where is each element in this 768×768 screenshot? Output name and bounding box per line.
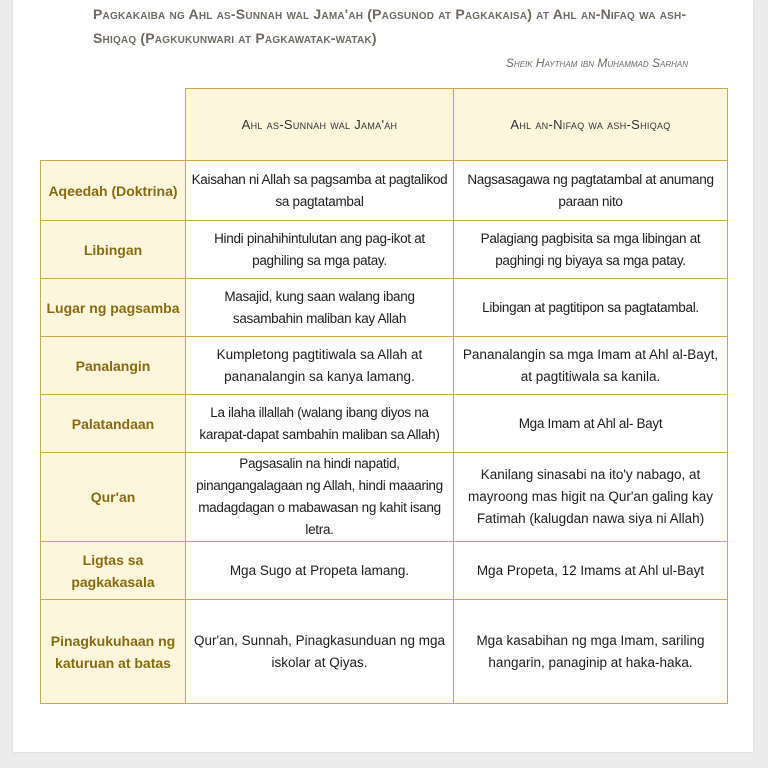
table-row bbox=[41, 600, 728, 704]
table-header-row bbox=[41, 89, 728, 161]
table-corner-cell bbox=[41, 89, 186, 161]
table-row bbox=[41, 542, 728, 600]
cell-sunnah: Pagsasalin na hindi napatid, pinangangalagaan ng Allah, hindi maaaring madagdagan o mabawasan ng kahit isang letra. bbox=[186, 453, 454, 542]
cell-sunnah: La ilaha illallah (walang ibang diyos na karapat-dapat sambahin maliban sa Allah) bbox=[186, 395, 454, 453]
table-row bbox=[41, 279, 728, 337]
table-row bbox=[41, 395, 728, 453]
cell-sunnah: Masajid, kung saan walang ibang sasambahin maliban kay Allah bbox=[186, 279, 454, 337]
column-header-nifaq: Ahl an-Nifaq wa ash-Shiqaq bbox=[454, 89, 728, 161]
cell-nifaq: Mga Propeta, 12 Imams at Ahl ul-Bayt bbox=[454, 542, 728, 600]
document-title: Pagkakaiba ng Ahl as-Sunnah wal Jama'ah (Pagsunod at Pagkakaisa) at Ahl an-Nifaq wa ash-Shiqaq (Pagkukunwari at Pagkawatak-watak) bbox=[93, 6, 687, 46]
cell-nifaq: Kanilang sinasabi na ito'y nabago, at mayroong mas higit na Qur'an galing kay Fatimah (kalugdan nawa siya ni Allah) bbox=[454, 453, 728, 542]
cell-sunnah: Hindi pinahihintulutan ang pag-ikot at paghiling sa mga patay. bbox=[186, 221, 454, 279]
comparison-table bbox=[40, 88, 728, 704]
table-row bbox=[41, 221, 728, 279]
cell-sunnah: Kumpletong pagtitiwala sa Allah at pananalangin sa kanya lamang. bbox=[186, 337, 454, 395]
cell-sunnah: Kaisahan ni Allah sa pagsamba at pagtalikod sa pagtatambal bbox=[186, 161, 454, 221]
author-name: Sheik Haytham ibn Muhammad Sarhan bbox=[505, 56, 688, 70]
table-row bbox=[41, 453, 728, 542]
cell-nifaq: Mga Imam at Ahl al- Bayt bbox=[454, 395, 728, 453]
row-label: Lugar ng pagsamba bbox=[41, 279, 186, 337]
row-label: Panalangin bbox=[41, 337, 186, 395]
row-label: Palatandaan bbox=[41, 395, 186, 453]
cell-nifaq: Libingan at pagtitipon sa pagtatambal. bbox=[454, 279, 728, 337]
cell-nifaq: Mga kasabihan ng mga Imam, sariling hangarin, panaginip at haka-haka. bbox=[454, 600, 728, 704]
cell-sunnah: Qur'an, Sunnah, Pinagkasunduan ng mga iskolar at Qiyas. bbox=[186, 600, 454, 704]
row-label: Ligtas sa pagkakasala bbox=[41, 542, 186, 600]
cell-nifaq: Palagiang pagbisita sa mga libingan at paghingi ng biyaya sa mga patay. bbox=[454, 221, 728, 279]
row-label: Pinagkukuhaan ng katuruan at batas bbox=[41, 600, 186, 704]
row-label: Libingan bbox=[41, 221, 186, 279]
row-label: Qur'an bbox=[41, 453, 186, 542]
table-row bbox=[41, 161, 728, 221]
row-label: Aqeedah (Doktrina) bbox=[41, 161, 186, 221]
table-row bbox=[41, 337, 728, 395]
cell-nifaq: Pananalangin sa mga Imam at Ahl al-Bayt, at pagtitiwala sa kanila. bbox=[454, 337, 728, 395]
cell-nifaq: Nagsasagawa ng pagtatambal at anumang paraan nito bbox=[454, 161, 728, 221]
cell-sunnah: Mga Sugo at Propeta lamang. bbox=[186, 542, 454, 600]
column-header-sunnah: Ahl as-Sunnah wal Jama'ah bbox=[186, 89, 454, 161]
